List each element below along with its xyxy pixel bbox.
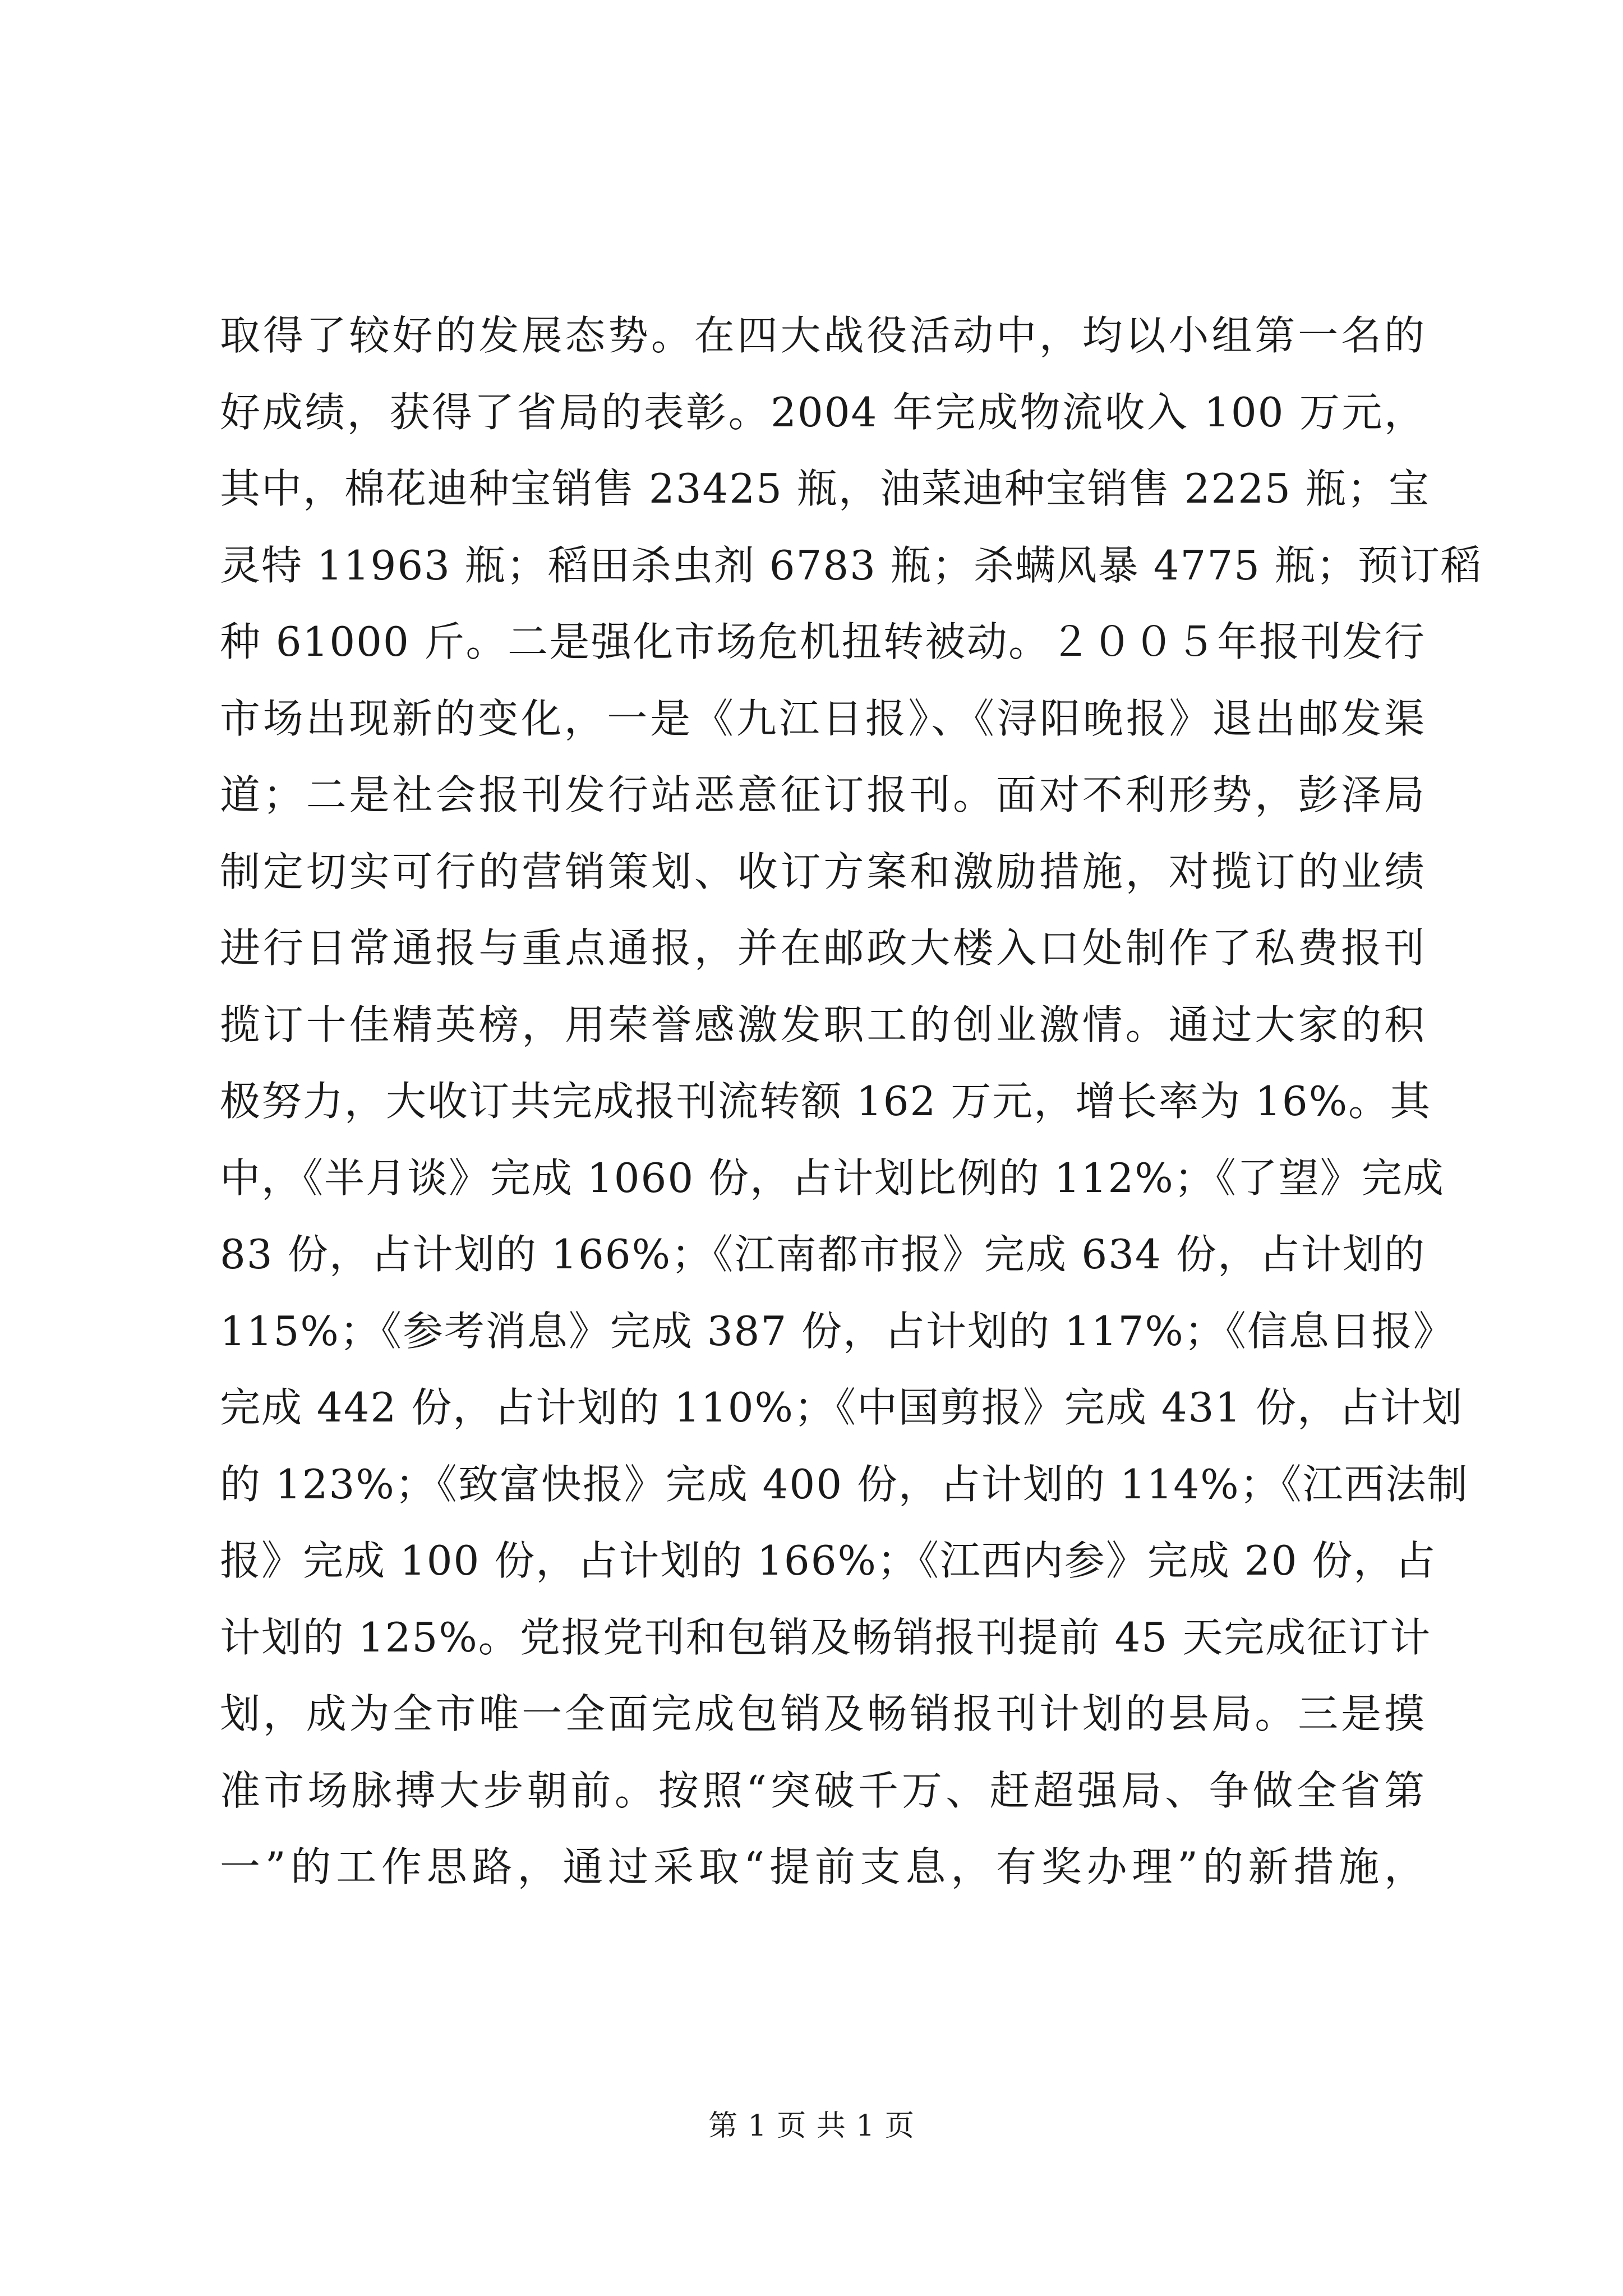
text-line-15: 完成 442 份，占计划的 110%；《中国剪报》完成 431 份，占计划 — [220, 1384, 1464, 1431]
text-line-14: 115%；《参考消息》完成 387 份，占计划的 117%；《信息日报》 — [220, 1307, 1455, 1355]
text-line-20: 准市场脉搏大步朝前。按照“突破千万、赶超强局、争做全省第 — [220, 1766, 1426, 1814]
page-number-footer: 第 1 页 共 1 页 — [708, 2109, 915, 2143]
text-line-7: 道；二是社会报刊发行站恶意征订报刊。面对不利形势，彭泽局 — [220, 771, 1426, 818]
text-line-18: 计划的 125%。党报党刊和包销及畅销报刊提前 45 天完成征订计 — [220, 1613, 1432, 1661]
text-line-13: 83 份，占计划的 166%；《江南都市报》完成 634 份，占计划的 — [220, 1231, 1426, 1278]
text-line-1: 取得了较好的发展态势。在四大战役活动中，均以小组第一名的 — [220, 312, 1426, 359]
text-line-10: 揽订十佳精英榜，用荣誉感激发职工的创业激情。通过大家的积 — [220, 1001, 1426, 1048]
text-line-5: 种 61000 斤。二是强化市场危机扭转被动。２００５年报刊发行 — [220, 618, 1426, 665]
text-line-17: 报》完成 100 份，占计划的 166%；《江西内参》完成 20 份，占 — [220, 1537, 1437, 1584]
text-line-11: 极努力，大收订共完成报刊流转额 162 万元，增长率为 16%。其 — [220, 1078, 1432, 1125]
text-line-2: 好成绩，获得了省局的表彰。2004 年完成物流收入 100 万元， — [220, 388, 1426, 436]
text-line-4: 灵特 11963 瓶；稻田杀虫剂 6783 瓶；杀螨风暴 4775 瓶；预订稻 — [220, 541, 1482, 589]
text-line-9: 进行日常通报与重点通报，并在邮政大楼入口处制作了私费报刊 — [220, 924, 1426, 972]
text-line-3: 其中，棉花迪种宝销售 23425 瓶，油菜迪种宝销售 2225 瓶；宝 — [220, 465, 1430, 512]
text-line-6: 市场出现新的变化，一是《九江日报》、《浔阳晚报》退出邮发渠 — [220, 694, 1426, 742]
text-line-21: 一”的工作思路，通过采取“提前支息，有奖办理”的新措施， — [220, 1843, 1426, 1890]
text-line-19: 划，成为全市唯一全面完成包销及畅销报刊计划的县局。三是摸 — [220, 1690, 1426, 1737]
document-body — [220, 297, 1482, 1906]
text-line-16: 的 123%；《致富快报》完成 400 份，占计划的 114%；《江西法制 — [220, 1460, 1469, 1508]
text-line-12: 中，《半月谈》完成 1060 份，占计划比例的 112%；《了望》完成 — [220, 1154, 1445, 1202]
text-line-8: 制定切实可行的营销策划、收订方案和激励措施，对揽订的业绩 — [220, 848, 1426, 895]
